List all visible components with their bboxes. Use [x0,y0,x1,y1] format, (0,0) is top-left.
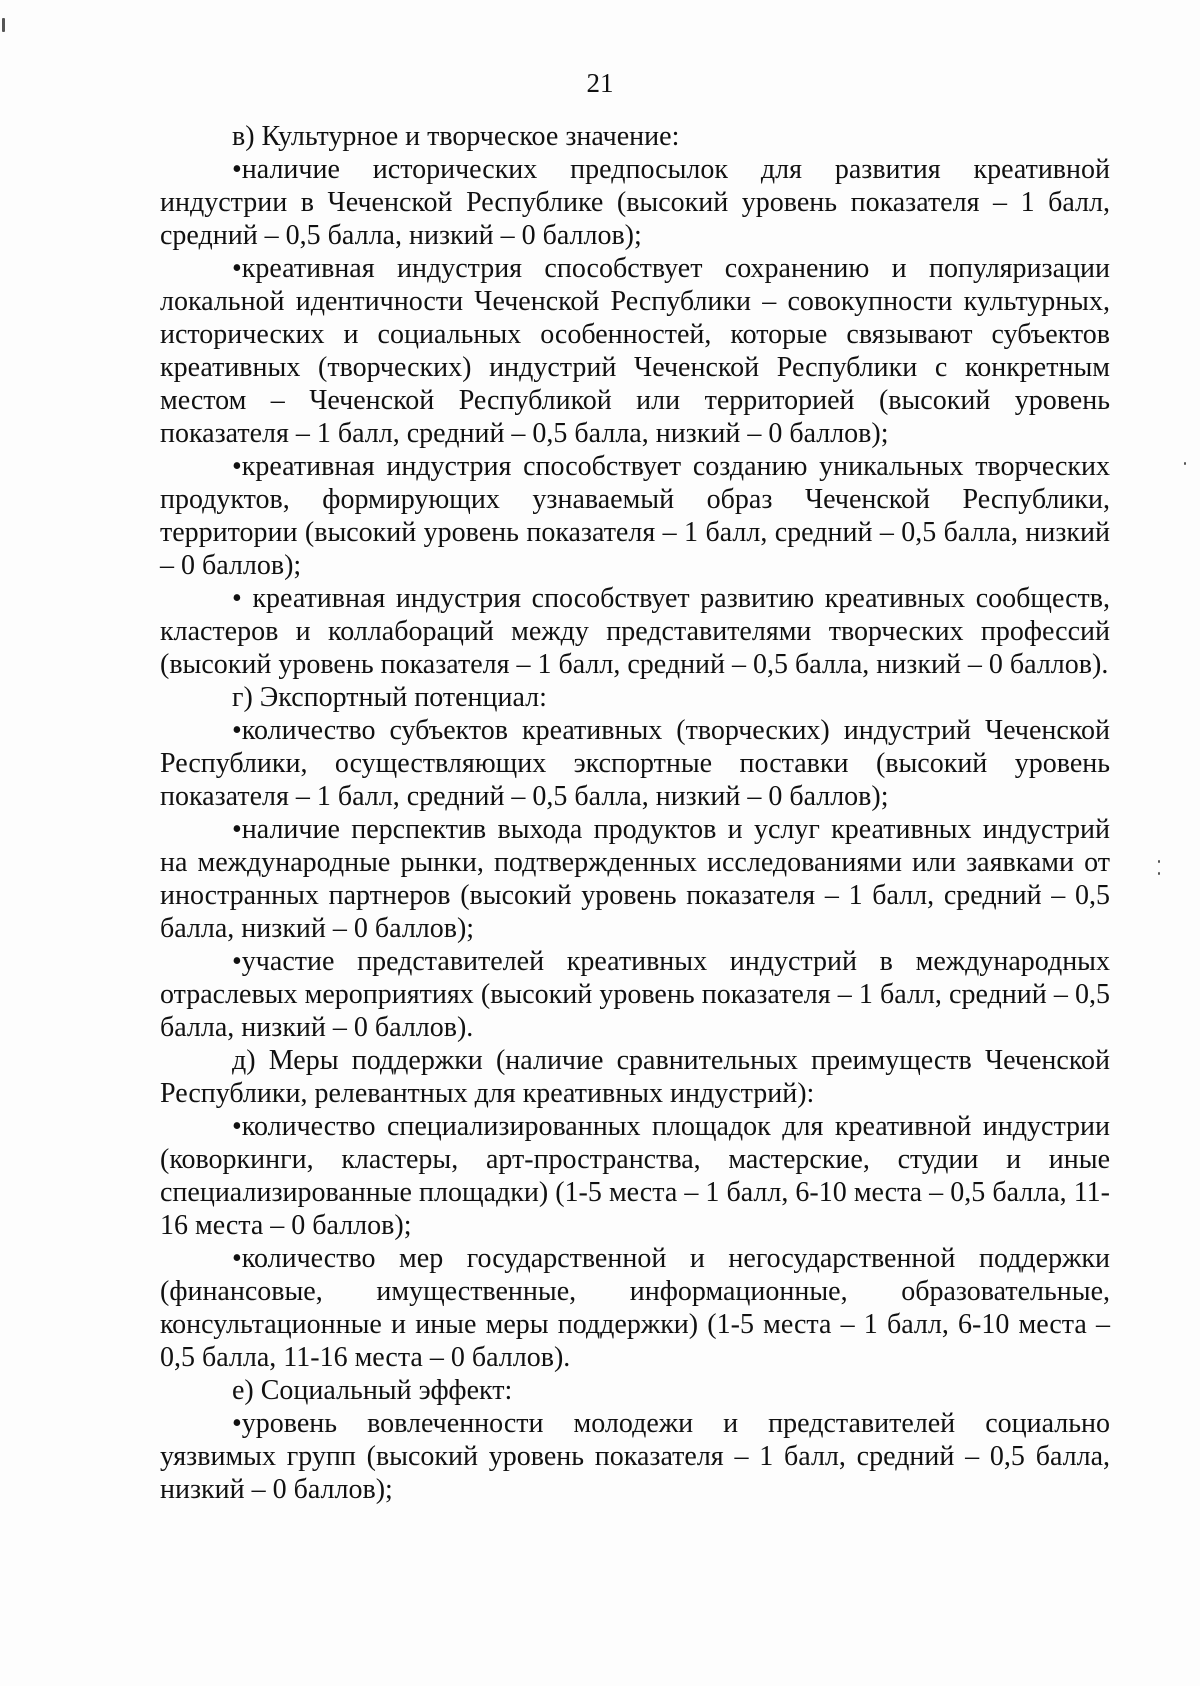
scan-mark [1158,860,1160,863]
criterion-support-measures-count: •количество мер государственной и негосударственной поддержки (финансовые, имущественные, информационные, образовательные, консультационные и иные меры поддержки) (1-5 места – 1 балл, 6-10 места – 0,5 балла, 11-16 места – 0 баллов). [160,1243,1110,1373]
criterion-export-subjects: •количество субъектов креативных (творческих) индустрий Чеченской Республики, осуществляющих экспортные поставки (высокий уровень показателя – 1 балл, средний – 0,5 балла, низкий – 0 баллов); [160,715,1110,812]
scan-mark [1184,462,1186,465]
section-heading-export-potential: г) Экспортный потенциал: [232,682,547,713]
criterion-historical-prerequisites: •наличие исторических предпосылок для развития креативной индустрии в Чеченской Республике (высокий уровень показателя – 1 балл, средний – 0,5 балла, низкий – 0 баллов); [160,154,1110,251]
criterion-local-identity: •креативная индустрия способствует сохранению и популяризации локальной идентичности Чеченской Республики – совокупности культурных, исторических и социальных особенностей, которые связывают субъектов креативных (творческих) индустрий Чеченской Республики с конкретным местом – Чеченской Республикой или территорией (высокий уровень показателя – 1 балл, средний – 0,5 балла, низкий – 0 баллов); [160,253,1110,449]
criterion-international-markets: •наличие перспектив выхода продуктов и услуг креативных индустрий на международные рынки, подтвержденных исследованиями или заявками от иностранных партнеров (высокий уровень показателя – 1 балл, средний – 0,5 балла, низкий – 0 баллов); [160,814,1110,944]
criterion-youth-involvement: •уровень вовлеченности молодежи и представителей социально уязвимых групп (высокий уровень показателя – 1 балл, средний – 0,5 балла, низкий – 0 баллов); [160,1408,1110,1505]
page-number: 21 [586,68,614,98]
section-heading-support-measures: д) Меры поддержки (наличие сравнительных преимуществ Чеченской Республики, релевантных для креативных индустрий): [160,1045,1110,1109]
scan-mark [2,18,5,32]
section-heading-social-effect: е) Социальный эффект: [232,1375,513,1406]
scan-mark [1158,872,1160,875]
criterion-international-events: •участие представителей креативных индустрий в международных отраслевых мероприятиях (высокий уровень показателя – 1 балл, средний – 0,5 балла, низкий – 0 баллов). [160,946,1110,1043]
criterion-specialized-venues: •количество специализированных площадок для креативной индустрии (коворкинги, кластеры, арт-пространства, мастерские, студии и иные специализированные площадки) (1-5 места – 1 балл, 6-10 места – 0,5 балла, 11-16 места – 0 баллов); [160,1111,1110,1241]
document-body [160,120,1110,1506]
criterion-creative-communities: • креативная индустрия способствует развитию креативных сообществ, кластеров и коллабораций между представителями творческих профессий (высокий уровень показателя – 1 балл, средний – 0,5 балла, низкий – 0 баллов). [160,583,1110,680]
section-heading-cultural-value: в) Культурное и творческое значение: [232,121,680,152]
criterion-unique-products: •креативная индустрия способствует созданию уникальных творческих продуктов, формирующих узнаваемый образ Чеченской Республики, территории (высокий уровень показателя – 1 балл, средний – 0,5 балла, низкий – 0 баллов); [160,451,1110,581]
